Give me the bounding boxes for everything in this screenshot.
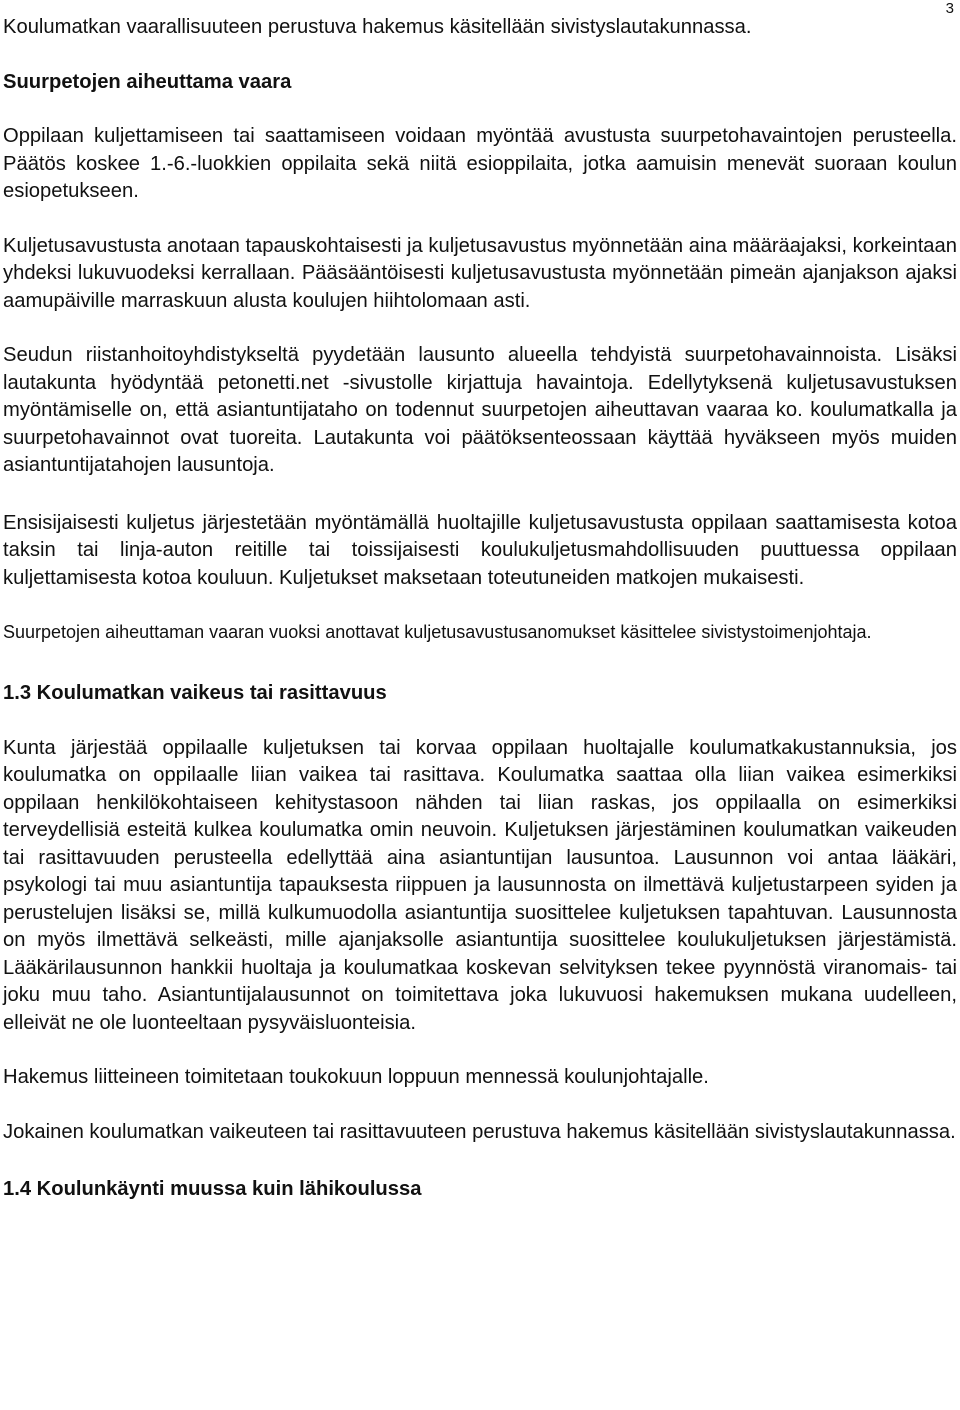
heading-suurpetojen-vaara: Suurpetojen aiheuttama vaara — [3, 70, 292, 93]
heading-1-3: 1.3 Koulumatkan vaikeus tai rasittavuus — [3, 682, 387, 704]
paragraph-vaikeus-rasittavuus: Kunta järjestää oppilaalle kuljetuksen tai korvaa oppilaan huoltajalle koulumatkakustannuksia, jos koulumatka on oppilaalle liian vaikea tai rasittava. Koulumatka saattaa olla liian vaikea esimerkiksi oppilaan henkilökohtaiseen kehitystasoon nähden tai liian raskas, jos oppilaalla on esimerkiksi terveydellisiä esteitä kulkea koulumatka omin neuvoin. Kuljetuksen järjestäminen koulumatkan vaikeuden tai rasittavuuden perusteella edellyttää aina asiantuntijan lausuntoa. Lausunnon voi antaa lääkäri, psykologi tai muu asiantuntija tapauksesta riippuen ja lausunnosta on ilmettävä kuljetustarpeen syiden ja perustelujen lisäksi se, millä kulkumuodolla asiantuntija suosittelee kuljetuksen tapahtuvan. Lausunnosta on myös ilmettävä selkeästi, mille ajanjaksolle asiantuntija suosittelee koulukuljetuksen järjestämistä. Lääkärilausunnon hankkii huoltaja ja koulumatkaa koskevan selvityksen tekee pyynnöstä viranomais- tai joku muu taho. Asiantuntijalausunnot on toimitettava joka lukuvuosi hakemuksen mukana uudelleen, elleivät ne ole luonteeltaan pysyväisluonteisia. — [3, 736, 957, 1034]
heading-1-4: 1.4 Koulunkäynti muussa kuin lähikoulussa — [3, 1178, 422, 1200]
paragraph-sivistystoimenjohtaja: Suurpetojen aiheuttaman vaaran vuoksi anottavat kuljetusavustusanomukset käsittelee sivistystoimenjohtaja. — [3, 622, 872, 642]
paragraph-koulumatkan-vaarallisuus: Koulumatkan vaarallisuuteen perustuva hakemus käsitellään sivistyslautakunnassa. — [3, 16, 752, 38]
paragraph-ensisijaisesti-kuljetus: Ensisijaisesti kuljetus järjestetään myöntämällä huoltajille kuljetusavustusta oppilaan saattamisesta kotoa taksin tai linja-auton reitille tai toissijaisesti koulukuljetusmahdollisuuden puuttuessa oppilaan kuljettamisesta kotoa kouluun. Kuljetukset maksetaan toteutuneiden matkojen mukaisesti. — [3, 511, 957, 589]
paragraph-suurpeto-avustus: Oppilaan kuljettamiseen tai saattamiseen voidaan myöntää avustusta suurpetohavaintojen perusteella. Päätös koskee 1.-6.-luokkien oppilaita sekä niitä esioppilaita, jotka aamuisin menevät suoraan koulun esiopetukseen. — [3, 125, 957, 202]
paragraph-riistanhoitoyhdistys-lausunto: Seudun riistanhoitoyhdistykseltä pyydetään lausunto alueella tehdyistä suurpetohavainnoista. Lisäksi lautakunta hyödyntää petonetti.net -sivustolle kirjattuja havaintoja. Edellytyksenä kuljetusavustuksen myöntämiselle on, että asiantuntijataho on todennut suurpetojen aiheuttavan vaaraa ko. koulumatkalla ja suurpetohavainnot ovat tuoreita. Lautakunta voi päätöksenteossaan käyttää hyväkseen myös muiden asiantuntijatahojen lausuntoja. — [3, 344, 957, 476]
document-body — [3, 14, 957, 1204]
paragraph-hakemus-liitteineen: Hakemus liitteineen toimitetaan toukokuun loppuun mennessä koulunjohtajalle. — [3, 1066, 709, 1088]
paragraph-jokainen-hakemus: Jokainen koulumatkan vaikeuteen tai rasittavuuteen perustuva hakemus käsitellään sivistyslautakunnassa. — [3, 1120, 956, 1143]
paragraph-kuljetusavustus-anotaan: Kuljetusavustusta anotaan tapauskohtaisesti ja kuljetusavustus myönnetään aina määräajaksi, korkeintaan yhdeksi lukuvuodeksi kerrallaan. Pääsääntöisesti kuljetusavustusta myönnetään pimeän ajanjakson ajaksi aamupäiville marraskuun alusta koulujen hiihtolomaan asti. — [3, 234, 957, 312]
page-number: 3 — [945, 0, 954, 17]
